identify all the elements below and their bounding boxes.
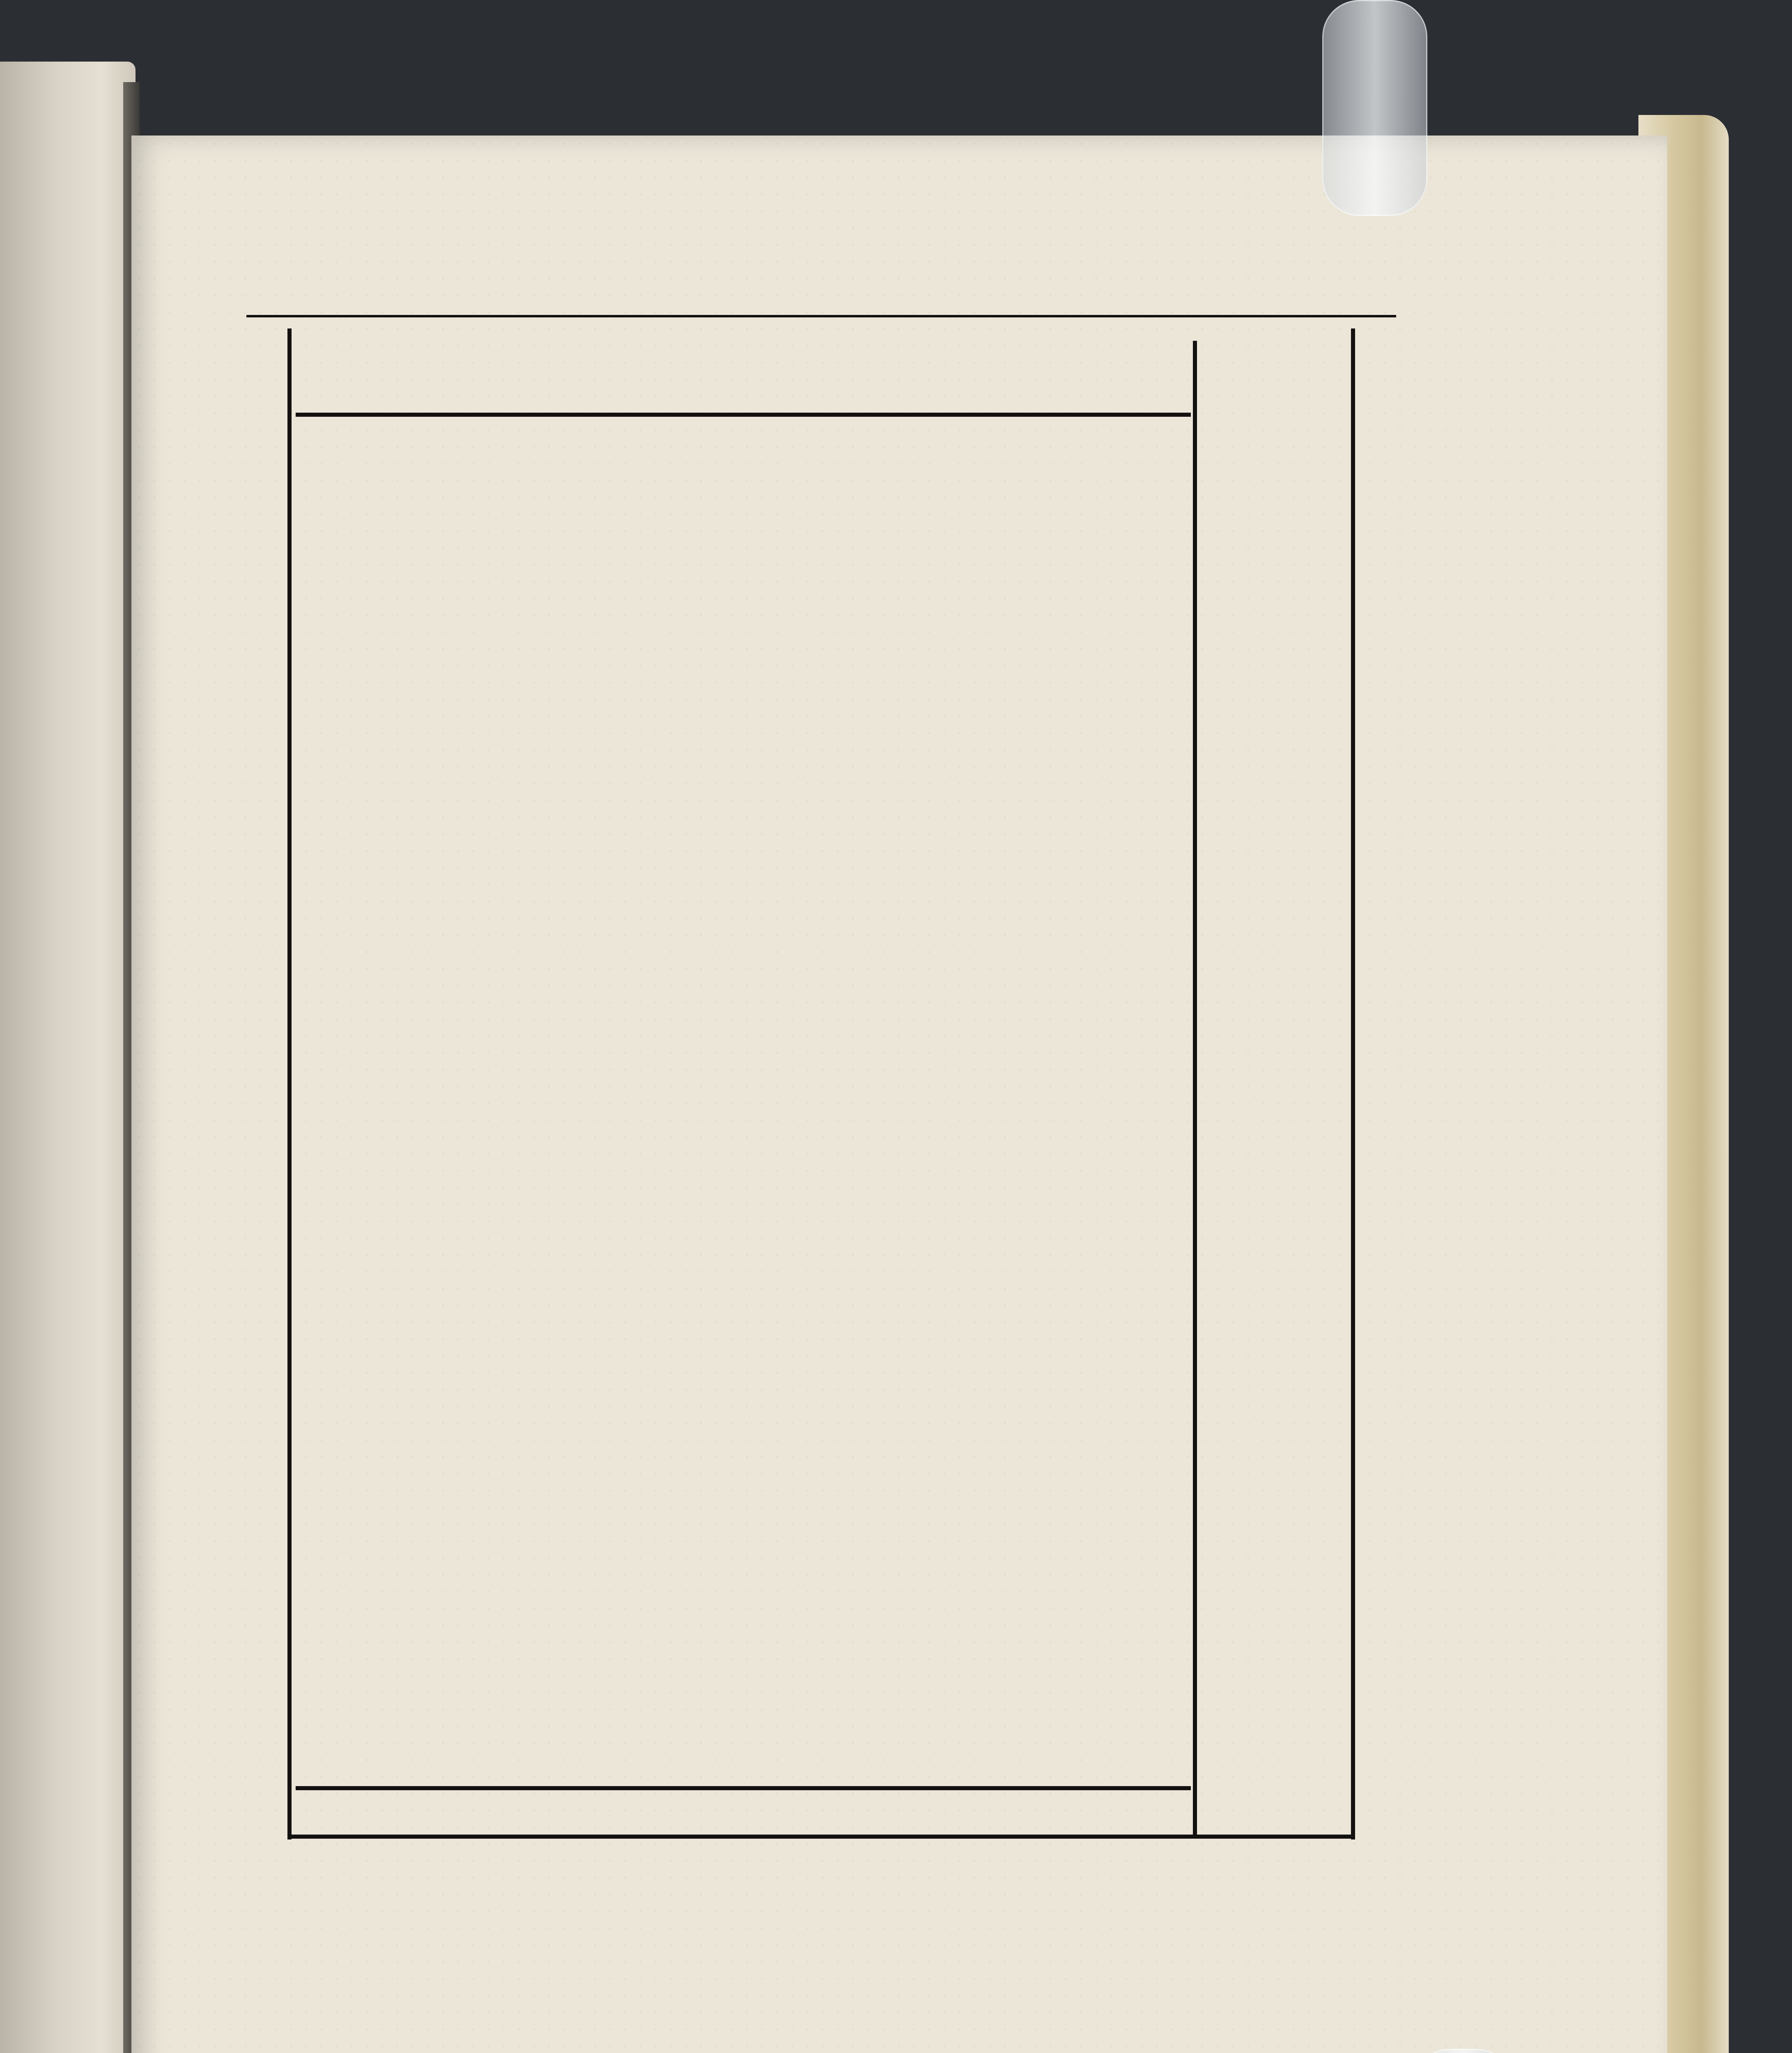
top-ornament-border <box>246 298 1396 335</box>
left-facing-page <box>0 62 136 2053</box>
frame-right-rule <box>1351 328 1355 1839</box>
main-page <box>131 135 1667 2053</box>
title-rule <box>296 413 1191 417</box>
frame-left-rule <box>287 328 292 1839</box>
bottom-text-rule <box>296 1786 1191 1790</box>
bottom-ornament-border <box>242 1846 1392 1899</box>
right-ornament-border <box>1355 328 1396 1848</box>
page-clip-top <box>1322 0 1427 216</box>
frame-bottom-rule <box>287 1835 1355 1839</box>
margin-column-divider <box>1193 341 1197 1835</box>
